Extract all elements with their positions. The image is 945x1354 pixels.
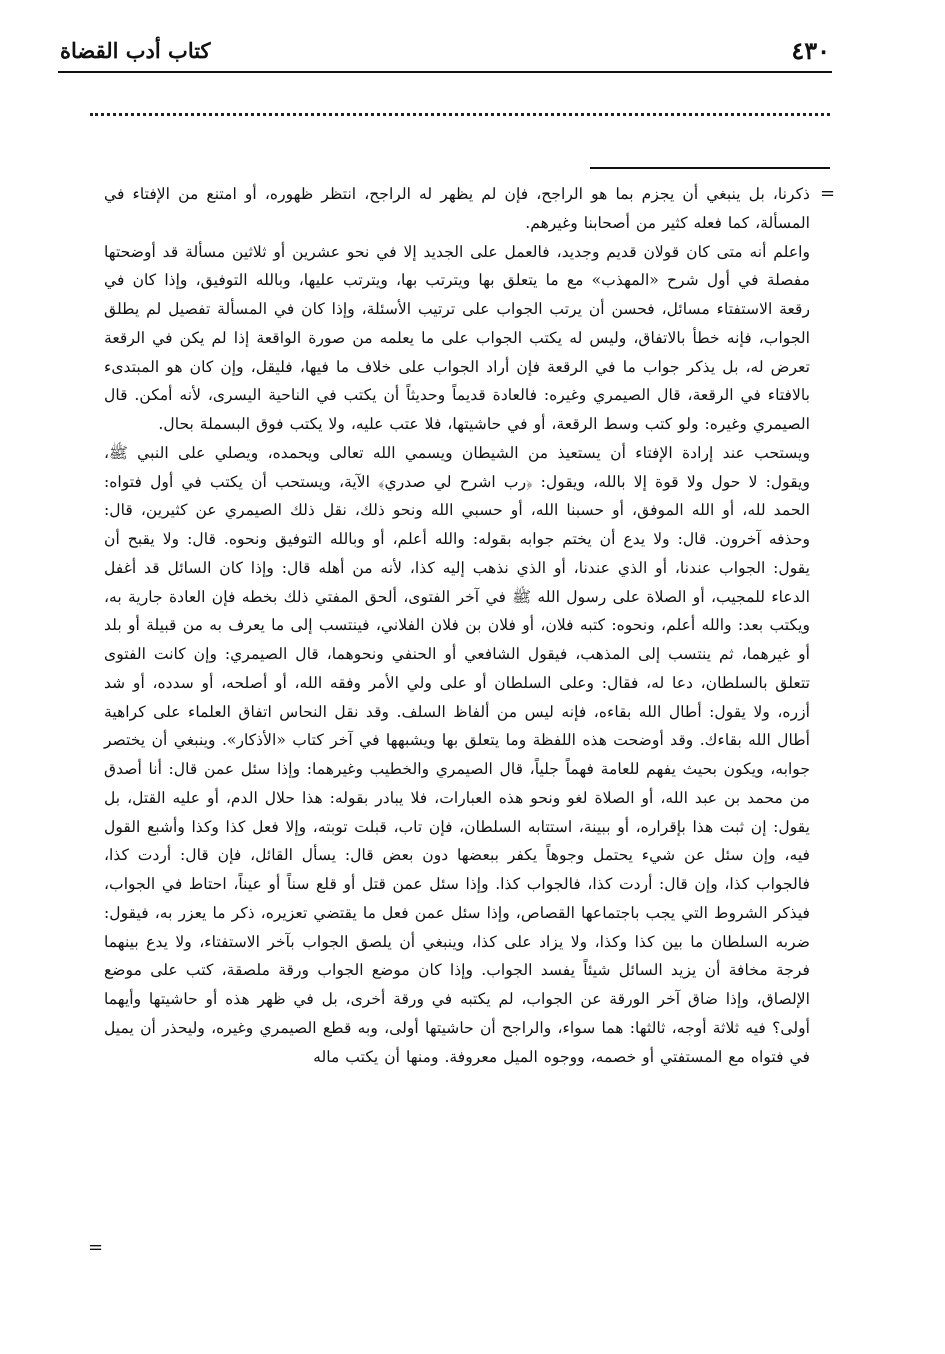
- paragraph-1: ذكرنا، بل ينبغي أن يجزم بما هو الراجح، فإن لم يظهر له الراجح، انتظر ظهوره، أو امتنع من الإفتاء في المسألة، كما فعله كثير من أصحابنا وغيرهم.: [104, 185, 810, 232]
- paragraph-3: ويستحب عند إرادة الإفتاء أن يستعيذ من الشيطان ويسمي الله تعالى ويحمده، ويصلي على النبي ﷺ، ويقول: لا حول ولا قوة إلا بالله، ويقول: ﴿رب اشرح لي صدري﴾ الآية، ويستحب أن يكتب في أول فتواه: الحمد لله، أو الله الموفق، أو حسبنا الله، أو حسبي الله ونحو ذلك، نقل ذلك الصيمري عن كثيرين، قال: وحذفه آخرون. قال: ولا يدع أن يختم جوابه بقوله: والله أعلم، أو وبالله التوفيق ونحوه. قال: ولا يقبح أن يقول: الجواب عندنا، أو الذي عندنا، أو الذي نذهب إليه كذا، لأنه من أهله قال: وإذا كان السائل قد أغفل الدعاء للمجيب، أو الصلاة على رسول الله ﷺ في آخر الفتوى، ألحق المفتي ذلك بخطه فإن العادة جارية به، ويكتب بعد: والله أعلم، ونحوه: كتبه فلان، أو فلان بن فلان الفلاني، فينتسب إلى ما يعرف به من قبيلة أو بلد أو غيرهما، ثم ينتسب إلى المذهب، فيقول الشافعي أو الحنفي ونحوهما، قال الصيمري: وإن كانت الفتوى تتعلق بالسلطان، دعا له، فقال: وعلى السلطان أو على ولي الأمر وفقه الله، أو أصلحه، أو سدده، أو شد أزره، ولا يقول: أطال الله بقاءه، فإنه ليس من ألفاظ السلف. وقد نقل النحاس اتفاق العلماء على كراهية أطال الله بقاءك. وقد أوضحت هذه اللفظة وما يتعلق بها ويشبهها في آخر كتاب «الأذكار». وينبغي أن يختصر جوابه، ويكون بحيث يفهم للعامة فهماً جلياً، قال الصيمري والخطيب وغيرهما: وإذا سئل عمن قال: أنا أصدق من محمد بن عبد الله، أو الصلاة لغو ونحو هذه العبارات، فلا يبادر بقوله: هذا حلال الدم، أو عليه القتل، بل يقول: إن ثبت هذا بإقراره، أو ببينة، استتابه السلطان، فإن تاب، قبلت توبته، وإلا فعل كذا وكذا وأشبع القول فيه، وإن سئل عن شيء يحتمل وجوهاً يكفر ببعضها دون بعض قال: يسأل القائل، فإن قال: أردت كذا، فالجواب كذا، وإن قال: أردت كذا، فالجواب كذا. وإذا سئل عمن قتل أو قلع سناً أو عيناً، احتاط في الجواب، فيذكر الشروط التي يجب باجتماعها القصاص، وإذا سئل عمن فعل ما يقتضي تعزيره، ذكر ما يعزر به، فيقول: ضربه السلطان ما بين كذا وكذا، ولا يزاد على كذا، وينبغي أن يلصق الجواب بآخر الاستفتاء، ولا يدع بينهما فرجة مخافة أن يزيد السائل شيئاً يفسد الجواب. وإذا كان موضع الجواب ورقة ملصقة، كتب على موضع الإلصاق، وإذا ضاق آخر الورقة عن الجواب، لم يكتبه في ورقة أخرى، بل في ظهر هذه أو حاشيتها وأيهما أولى؟ فيه ثلاثة أوجه، ثالثها: هما سواء، والراجح أن حاشيتها أولى، وبه قطع الصيمري وغيره، وليحذر أن يميل في فتواه مع المستفتي أو خصمه، ووجوه الميل معروفة. ومنها أن يكتب ماله: [104, 443, 810, 1066]
- book-title: كتاب أدب القضاة: [60, 38, 211, 63]
- footnote-body: [104, 180, 810, 1071]
- page-header: [60, 34, 830, 68]
- footnote-rule: [590, 167, 830, 169]
- continuation-end-mark: =: [88, 1237, 104, 1258]
- page-number: ٤٣٠: [791, 36, 830, 65]
- continuation-mark: =: [820, 183, 836, 204]
- dotted-separator: [90, 113, 830, 116]
- header-rule: [58, 71, 832, 73]
- paragraph-2: واعلم أنه متى كان قولان قديم وجديد، فالعمل على الجديد إلا في نحو عشرين أو ثلاثين مسألة قد أوضحتها مفصلة في أول شرح «المهذب» مع ما يتعلق بها ويترتب بها، ويترتب عليها، وبالله التوفيق، وإذا كان في رقعة الاستفتاء مسائل، فحسن أن يرتب الجواب على ترتيب الأسئلة، وإذا كان في المسألة تفصيل لم يطلق الجواب، فإنه خطأ بالاتفاق، وليس له يكتب الجواب على ما يعلمه من صورة الواقعة إذا لم يكن في الرقعة تعرض له، بل يذكر جواب ما في الرقعة فإن أراد الجواب على خلاف ما فيها، فليقل، وإن كان هو المبتدىء بالافتاء في الرقعة، قال الصيمري وغيره: فالعادة قديماً وحديثاً أن يكتب في الناحية اليسرى، لأنه أمكن. قال الصيمري وغيره: ولو كتب وسط الرقعة، أو في حاشيتها، فلا عتب عليه، ولا يكتب فوق البسملة بحال.: [104, 242, 810, 433]
